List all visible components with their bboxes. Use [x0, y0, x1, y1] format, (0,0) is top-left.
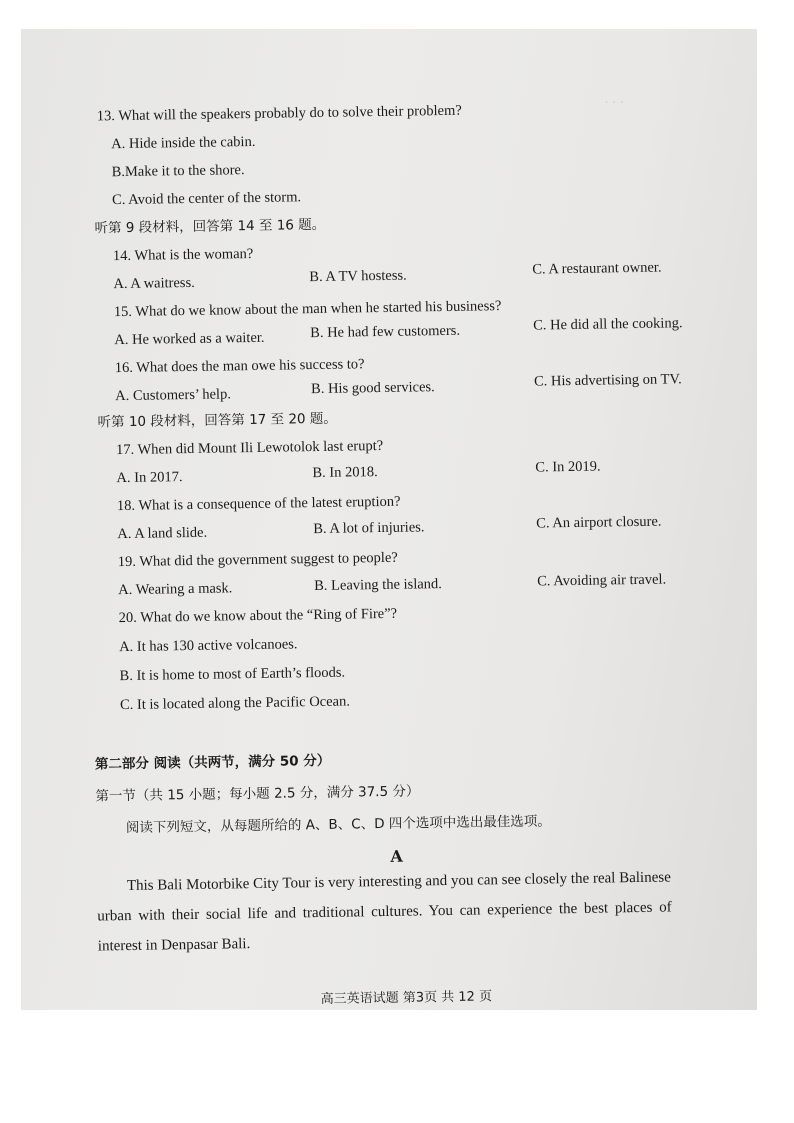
q18-option-b: B. A lot of injuries.: [313, 519, 425, 538]
q14-option-c: C. A restaurant owner.: [532, 259, 662, 278]
passage-line-2: urban with their social life and traditional cultures. You can experience the best places of: [97, 899, 672, 925]
q16-option-b: B. His good services.: [310, 379, 435, 398]
passage-label: A: [390, 846, 404, 866]
q18-option-a: A. A land slide.: [117, 524, 208, 543]
exam-sheet: [21, 29, 757, 1010]
q19-option-c: C. Avoiding air travel.: [537, 571, 667, 590]
question-17: 17. When did Mount Ili Lewotolok last erupt?: [115, 437, 384, 459]
q20-option-b: B. It is home to most of Earth’s floods.: [119, 664, 346, 685]
q16-option-a: A. Customers’ help.: [115, 386, 232, 405]
q20-option-c: C. It is located along the Pacific Ocean.: [119, 693, 351, 714]
q13-option-c: C. Avoid the center of the storm.: [111, 189, 302, 209]
q17-option-a: A. In 2017.: [116, 469, 183, 487]
q14-option-b: B. A TV hostess.: [309, 267, 407, 286]
scanned-page-photo: [21, 29, 757, 1010]
question-13: 13. What will the speakers probably do to solve their problem?: [96, 102, 462, 125]
q15-option-b: B. He had few customers.: [310, 322, 461, 342]
question-16: 16. What does the man owe his success to?: [114, 356, 365, 377]
q13-option-b: B.Make it to the shore.: [111, 162, 245, 181]
q14-option-a: A. A waitress.: [113, 274, 195, 293]
passage-line-3: interest in Denpasar Bali.: [97, 936, 251, 955]
instruction-segment-10: 听第 10 段材料，回答第 17 至 20 题。: [97, 410, 337, 431]
q13-option-a: A. Hide inside the cabin.: [111, 133, 256, 153]
question-15: 15. What do we know about the man when he started his business?: [113, 298, 502, 321]
bleed-through-text: · · ·: [604, 95, 624, 110]
page-footer: 高三英语试题 第3页 共 12 页: [320, 989, 493, 1008]
section-1-instruction: 阅读下列短文，从每题所给的 A、B、C、D 四个选项中选出最佳选项。: [125, 813, 551, 837]
q17-option-c: C. In 2019.: [535, 458, 601, 476]
q15-option-c: C. He did all the cooking.: [533, 315, 683, 334]
q17-option-b: B. In 2018.: [312, 464, 378, 482]
question-19: 19. What did the government suggest to people?: [117, 549, 398, 571]
question-14: 14. What is the woman?: [112, 245, 254, 265]
q19-option-a: A. Wearing a mask.: [118, 580, 233, 599]
instruction-segment-9: 听第 9 段材料，回答第 14 至 16 题。: [94, 216, 326, 237]
q16-option-c: C. His advertising on TV.: [533, 371, 682, 390]
q18-option-c: C. An airport closure.: [536, 513, 662, 532]
passage-line-1: This Bali Motorbike City Tour is very interesting and you can see closely the real Balinese: [126, 869, 671, 895]
question-18: 18. What is a consequence of the latest eruption?: [116, 493, 401, 515]
question-20: 20. What do we know about the “Ring of Fire”?: [118, 605, 398, 627]
q15-option-a: A. He worked as a waiter.: [114, 329, 265, 349]
q20-option-a: A. It has 130 active volcanoes.: [119, 636, 298, 656]
part-2-title: 第二部分 阅读（共两节，满分 50 分）: [94, 752, 331, 773]
q19-option-b: B. Leaving the island.: [314, 576, 442, 595]
section-1-title: 第一节（共 15 小题；每小题 2.5 分，满分 37.5 分）: [95, 783, 420, 805]
